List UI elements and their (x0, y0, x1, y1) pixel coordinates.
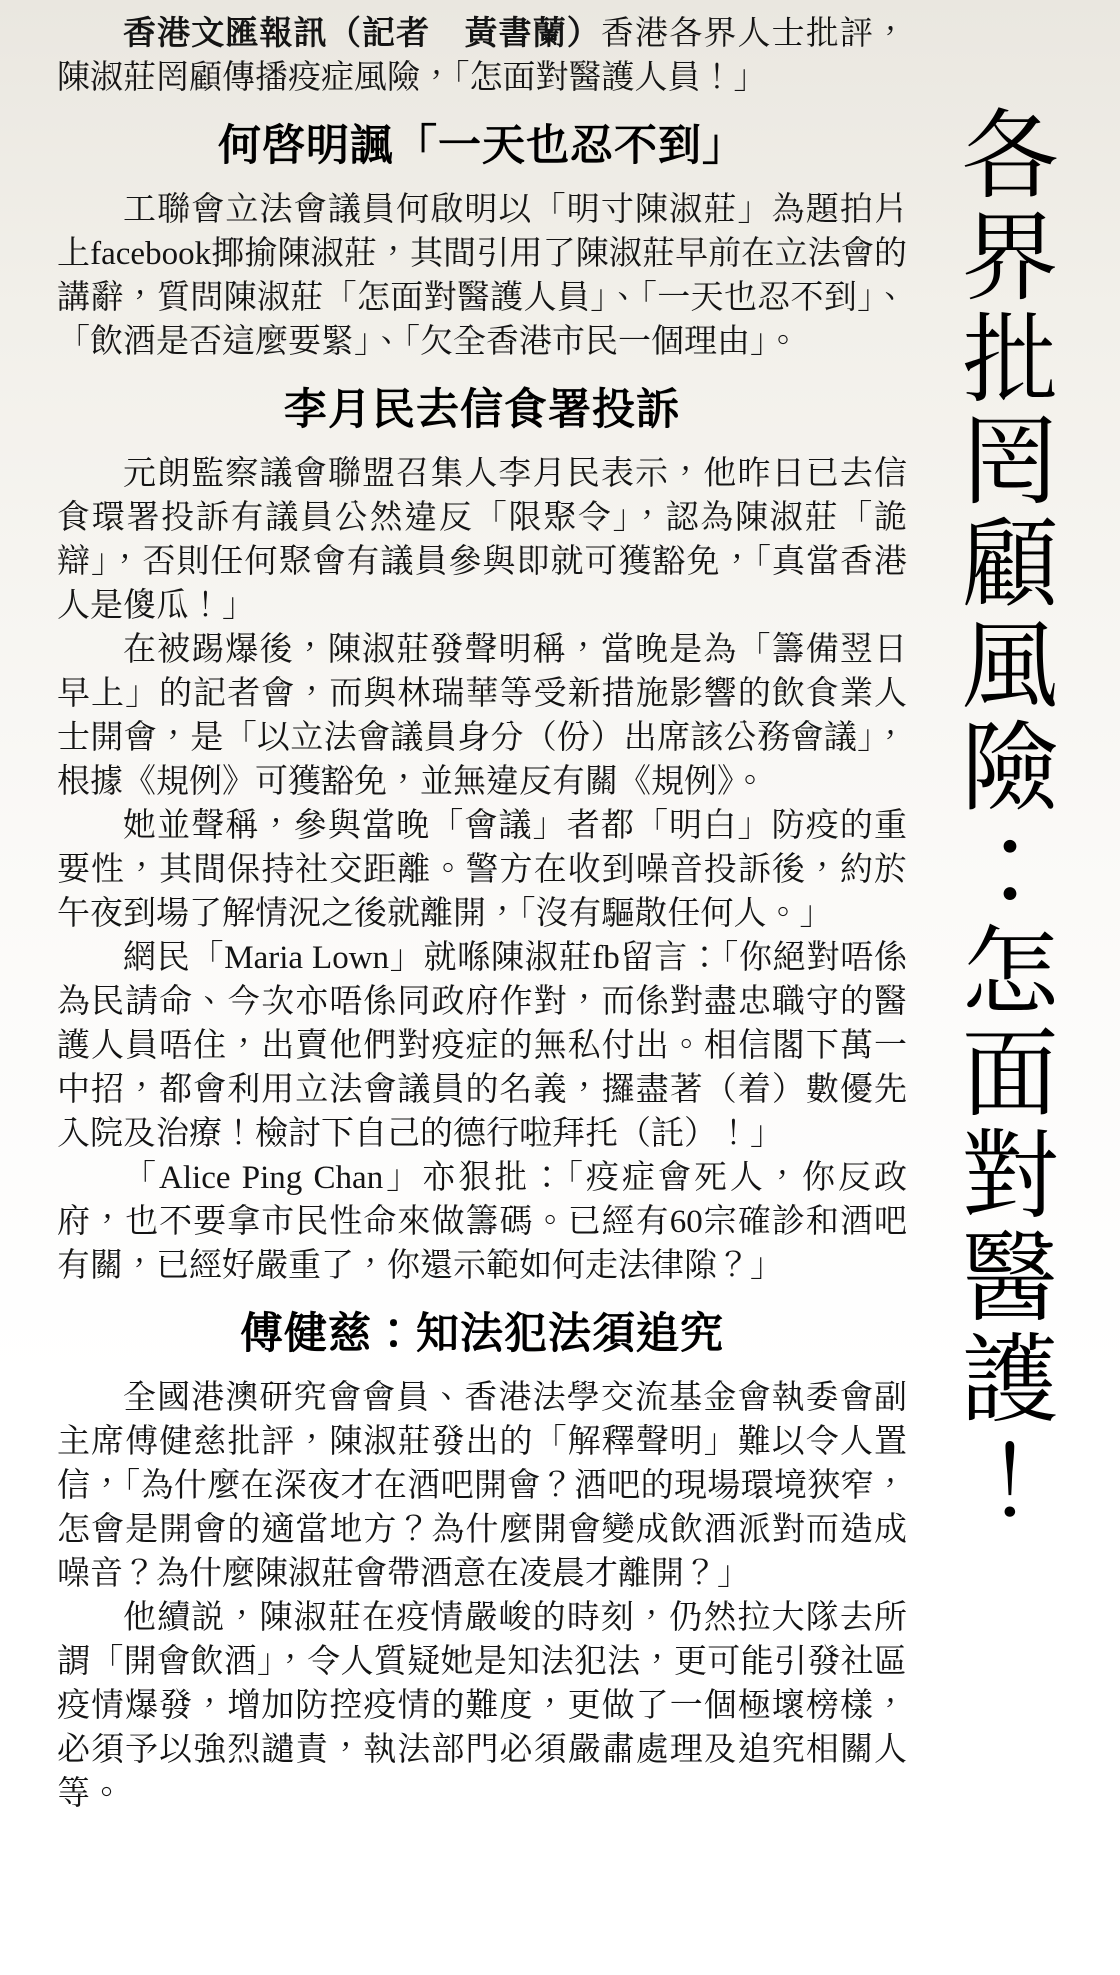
paragraph-fu-kin-chi-criticism: 全國港澳研究會會員、香港法學交流基金會執委會副主席傅健慈批評，陳淑莊發出的「解釋聲明」難以令人置信，「為什麼在深夜才在酒吧開會？酒吧的現場環境狹窄，怎會是開會的適當地方？為什麼開會變成飲酒派對而造成噪音？為什麼陳淑莊會帶酒意在凌晨才離開？」 (57, 1380, 907, 1592)
section-heading-fu-kin-chi: 傅健慈：知法犯法須追究 (240, 1310, 724, 1358)
paragraph-netizen-alice-ping-chan: 「Alice Ping Chan」亦狠批：「疫症會死人，你反政府，也不要拿市民性命來做籌碼。已經有60宗確診和酒吧有關，已經好嚴重了，你還示範如何走法律隙？」 (57, 1160, 907, 1284)
article-body-column (57, 12, 907, 1816)
section-heading-li-yuet-man: 李月民去信食署投訴 (284, 386, 680, 434)
paragraph-li-yuet-man-complaint: 元朗監察議會聯盟召集人李月民表示，他昨日已去信食環署投訴有議員公然違反「限聚令」，認為陳淑莊「詭辯」，否則任何聚會有議員參與即就可獲豁免，「真當香港人是傻瓜！」 (57, 456, 907, 624)
lead-text: 香港各界人士批評，陳淑莊罔顧傳播疫症風險，「怎面對醫護人員！」 (57, 16, 908, 96)
paragraph-chan-statement: 在被踢爆後，陳淑莊發聲明稱，當晚是為「籌備翌日早上」的記者會，而與林瑞華等受新措施影響的飲食業人士開會，是「以立法會議員身分（份）出席該公務會議」，根據《規例》可獲豁免，並無違反有關《規例》。 (57, 632, 907, 800)
vertical-main-headline: 各界批罔顧風險：怎面對醫護！ (947, 104, 1054, 1532)
paragraph-ho-kai-ming: 工聯會立法會議員何啟明以「明寸陳淑莊」為題拍片上facebook揶揄陳淑莊，其間引用了陳淑莊早前在立法會的講辭，質問陳淑莊「怎面對醫護人員」、「一天也忍不到」、「飲酒是否這麼要緊」、「欠全香港市民一個理由」。 (57, 192, 907, 360)
paragraph-fu-kin-chi-conclusion: 他續説，陳淑莊在疫情嚴峻的時刻，仍然拉大隊去所謂「開會飲酒」，令人質疑她是知法犯法，更可能引發社區疫情爆發，增加防控疫情的難度，更做了一個極壞榜樣，必須予以強烈譴責，執法部門必須嚴肅處理及追究相關人等。 (57, 1600, 907, 1812)
lead-source-credit: 香港文匯報訊（記者 黃書蘭） (123, 16, 601, 52)
lead-paragraph (57, 12, 907, 100)
paragraph-netizen-maria-lown: 網民「Maria Lown」就喺陳淑莊fb留言：「你絕對唔係為民請命、今次亦唔係同政府作對，而係對盡忠職守的醫護人員唔住，出賣他們對疫症的無私付出。相信閣下萬一中招，都會利用立法會議員的名義，攞盡著（着）數優先入院及治療！檢討下自己的德行啦拜托（託）！」 (57, 940, 907, 1152)
paragraph-chan-claims: 她並聲稱，參與當晚「會議」者都「明白」防疫的重要性，其間保持社交距離。警方在收到噪音投訴後，約於午夜到場了解情況之後就離開，「沒有驅散任何人。」 (57, 808, 907, 932)
section-heading-ho-kai-ming: 何啓明諷「一天也忍不到」 (218, 122, 746, 170)
